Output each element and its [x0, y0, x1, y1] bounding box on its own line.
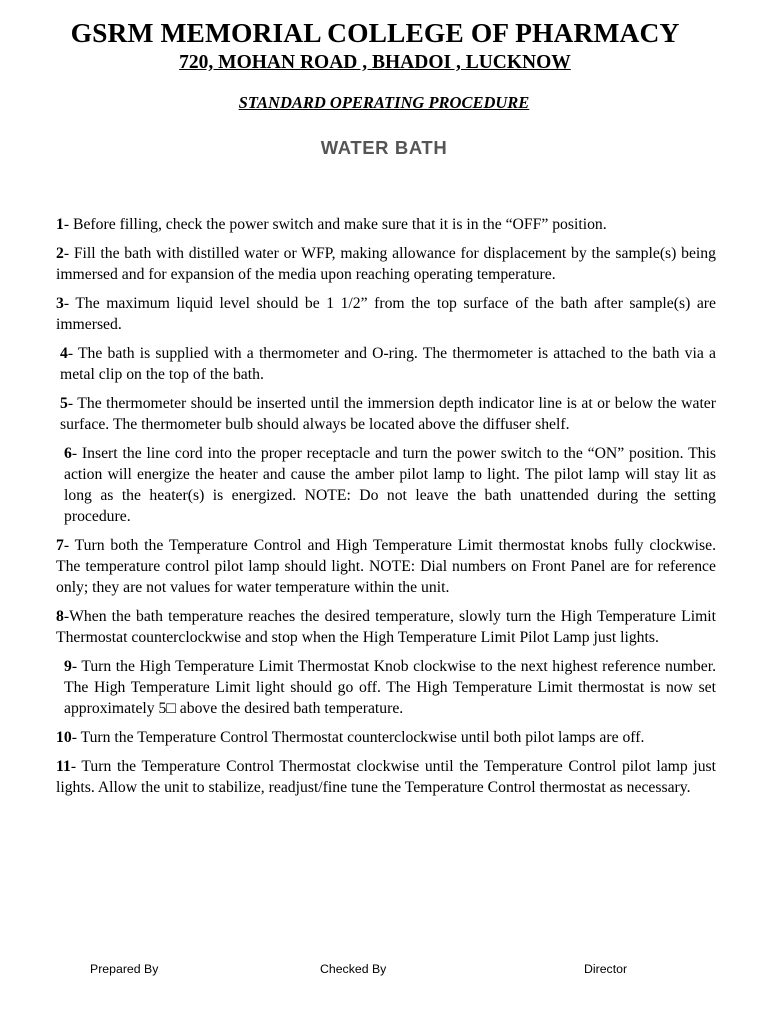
procedure-step: [56, 343, 716, 385]
step-number: 2: [56, 245, 64, 262]
procedure-step: [56, 656, 716, 719]
step-text: The maximum liquid level should be 1 1/2” from the top surface of the bath after sample(s) are immersed.: [56, 295, 716, 333]
procedure-step: [56, 214, 716, 235]
step-text: Insert the line cord into the proper receptacle and turn the power switch to the “ON” position. This action will energize the heater and cause the amber pilot lamp to light. The pilot lamp will stay lit as long as the heater(s) is energized. NOTE: Do not leave the bath unattended during the setting procedure.: [64, 445, 716, 525]
step-number: 11: [56, 758, 71, 775]
step-separator: -: [71, 658, 82, 675]
step-separator: -: [71, 729, 81, 746]
director-label: Director: [584, 962, 628, 976]
procedure-step: [56, 443, 716, 527]
step-text: Turn both the Temperature Control and High Temperature Limit thermostat knobs fully clockwise. The temperature control pilot lamp should light. NOTE: Dial numbers on Front Panel are for reference only; they are not values for water temperature within the unit.: [56, 537, 716, 596]
procedure-step: [56, 535, 716, 598]
step-separator: -: [63, 216, 73, 233]
procedure-step: [56, 727, 716, 748]
college-name: GSRM MEMORIAL COLLEGE OF PHARMACY: [70, 17, 680, 48]
procedure-step: [56, 293, 716, 335]
step-number: 7: [56, 537, 64, 554]
step-separator: -: [67, 345, 78, 362]
procedure-step: [56, 393, 716, 435]
step-number: 4: [60, 345, 68, 362]
step-text: Before filling, check the power switch and make sure that it is in the “OFF” position.: [73, 216, 607, 233]
step-separator: -: [71, 445, 82, 462]
step-text: When the bath temperature reaches the desired temperature, slowly turn the High Temperature Limit Thermostat counterclockwise and stop when the High Temperature Limit Pilot Lamp just lights.: [56, 608, 716, 646]
procedure-steps: [56, 214, 716, 806]
step-text: The bath is supplied with a thermometer and O-ring. The thermometer is attached to the bath via a metal clip on the top of the bath.: [60, 345, 716, 383]
step-separator: -: [63, 537, 75, 554]
step-number: 6: [64, 445, 72, 462]
step-separator: -: [70, 758, 82, 775]
step-separator: -: [63, 295, 76, 312]
document-title: WATER BATH: [320, 137, 448, 158]
step-number: 9: [64, 658, 72, 675]
step-separator: -: [63, 245, 74, 262]
step-number: 3: [56, 295, 64, 312]
document-type: STANDARD OPERATING PROCEDURE: [238, 93, 530, 112]
procedure-step: [56, 606, 716, 648]
step-number: 1: [56, 216, 64, 233]
checked-by-label: Checked By: [320, 962, 387, 976]
college-address: 720, MOHAN ROAD , BHADOI , LUCKNOW: [179, 52, 571, 73]
step-number: 5: [60, 395, 68, 412]
step-number: 8: [56, 608, 64, 625]
prepared-by-label: Prepared By: [90, 962, 159, 976]
procedure-step: [56, 243, 716, 285]
step-separator: -: [63, 608, 70, 625]
step-number: 10: [56, 729, 72, 746]
step-separator: -: [67, 395, 78, 412]
step-text: Turn the Temperature Control Thermostat counterclockwise until both pilot lamps are off.: [80, 729, 645, 746]
step-text: Fill the bath with distilled water or WFP, making allowance for displacement by the sample(s) being immersed and for expansion of the media upon reaching operating temperature.: [56, 245, 716, 283]
step-text: The thermometer should be inserted until the immersion depth indicator line is at or below the water surface. The thermometer bulb should always be located above the diffuser shelf.: [60, 395, 716, 433]
step-text: Turn the High Temperature Limit Thermostat Knob clockwise to the next highest reference number. The High Temperature Limit light should go off. The High Temperature Limit thermostat is now set approximately 5□ above the desired bath temperature.: [64, 658, 716, 717]
step-text: Turn the Temperature Control Thermostat clockwise until the Temperature Control pilot lamp just lights. Allow the unit to stabilize, readjust/fine tune the Temperature Control thermostat as necessary.: [56, 758, 716, 796]
procedure-step: [56, 756, 716, 798]
